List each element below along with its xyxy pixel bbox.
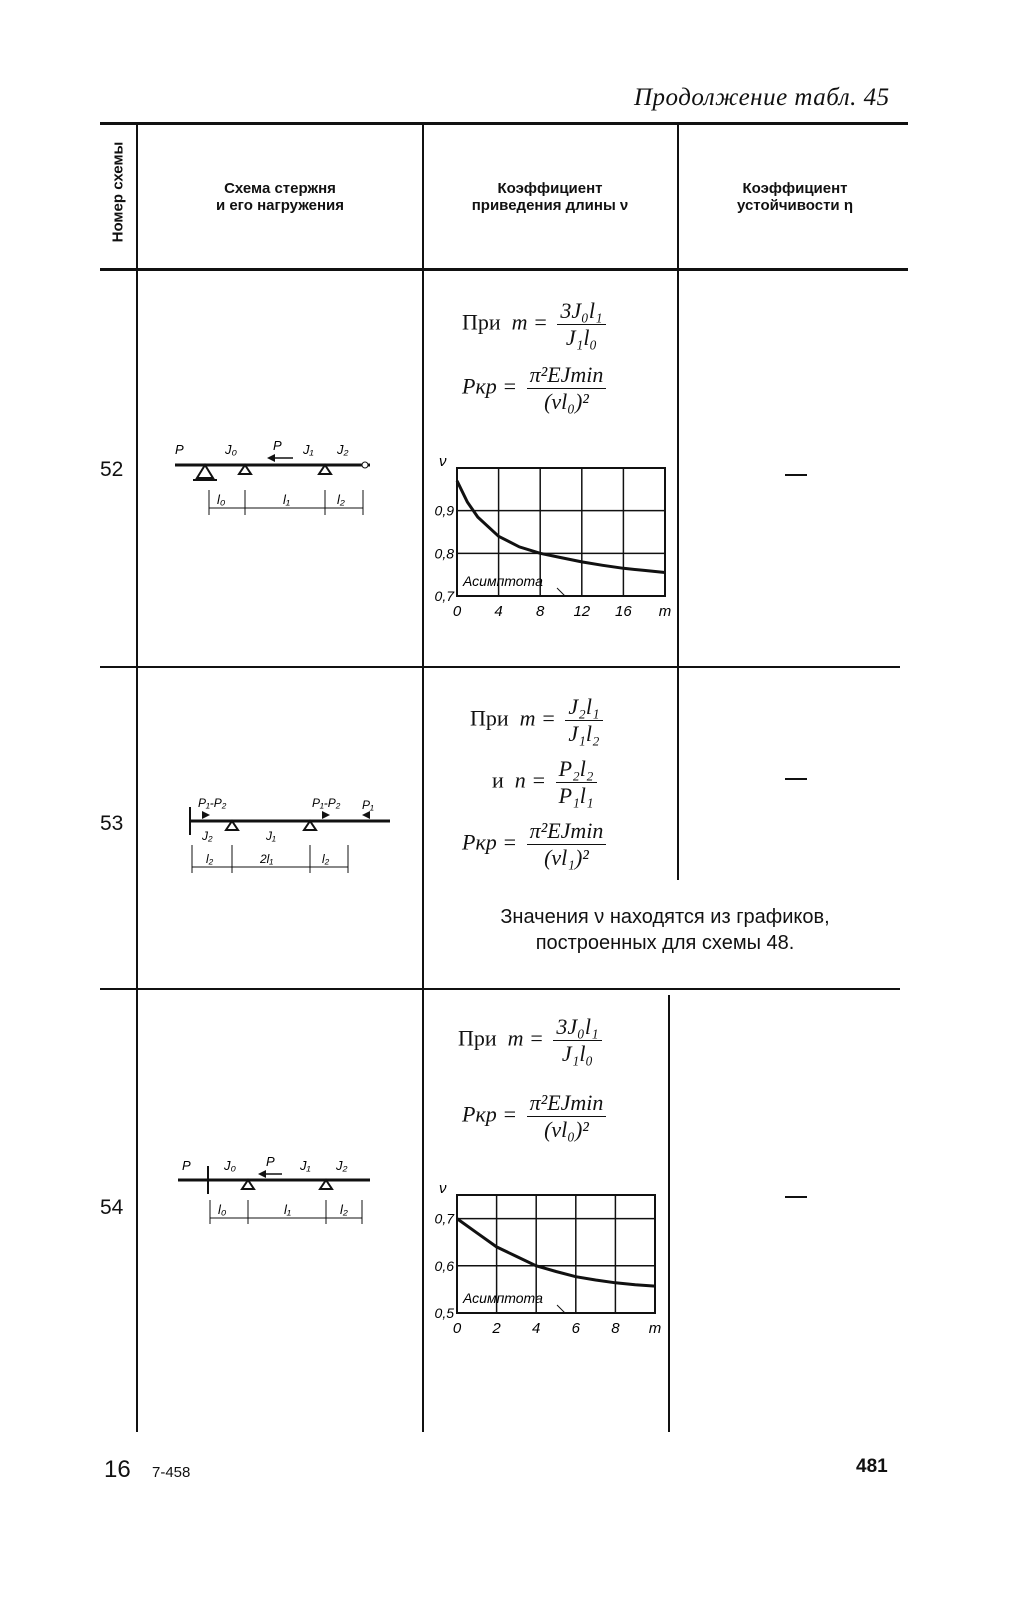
row-number-52: 52 — [100, 458, 124, 481]
diagram-label: J₁ — [300, 1158, 311, 1173]
x-tick-label: 6 — [571, 1320, 580, 1337]
formula-m-54: При m = $\frac{\text{3J₀l₁}}{\text{J₁l₀}}$ — [458, 1014, 606, 1067]
diagram-label: l₂ — [337, 492, 345, 507]
diagram-label: P — [175, 442, 184, 457]
formula-n-53: и n = $\frac{\text{P₂l₂}}{\text{P₁l₁}}$ — [492, 756, 601, 809]
formula-m-52: При m = $\frac{\text{3J₀l₁}}{\text{J₁l₀}}$ — [462, 298, 610, 351]
asymptote-label: Асимптота — [463, 573, 543, 589]
asymptote-label: Асимптота — [463, 1290, 543, 1306]
col-divider-3b — [677, 268, 679, 880]
diagram-label: J₀ — [225, 442, 237, 457]
asymptote-pointer — [557, 588, 565, 596]
beam-diagram-54 — [170, 1150, 380, 1230]
table-continuation-title: Продолжение табл. 45 — [634, 84, 890, 111]
diagram-label: J₀ — [224, 1158, 236, 1173]
x-tick-label: 4 — [532, 1320, 541, 1337]
x-tick-label: 16 — [615, 603, 632, 620]
diagram-label: l₂ — [340, 1202, 348, 1217]
y-tick-label: 0,5 — [434, 1305, 454, 1321]
x-tick-label: 12 — [573, 603, 591, 620]
col-header-nu: Коэффициент приведения длины ν — [471, 180, 629, 214]
y-tick-label: 0,6 — [434, 1257, 454, 1274]
diagram-label: P₁-P₂ — [312, 796, 341, 810]
col-header-number: Номер схемы — [109, 141, 127, 243]
row-rule-53 — [100, 988, 900, 990]
diagram-label: J₁ — [266, 829, 276, 843]
note-53: Значения ν находятся из графиков, построенных для схемы 48. — [500, 906, 830, 954]
diagram-label: J₂ — [336, 1158, 348, 1173]
diagram-label: l₁ — [284, 1202, 291, 1217]
nu-curve — [457, 1219, 655, 1287]
x-tick-label: m — [658, 603, 672, 620]
y-axis-label: ν — [439, 1185, 447, 1197]
y-axis-label: ν — [439, 453, 447, 470]
formula-pkr-54: Pкр = $\frac{\text{π²EJmin}}{\text{(νl₀)²}}$ — [462, 1090, 610, 1143]
diagram-label: P₁-P₂ — [198, 796, 227, 810]
table-top-rule — [100, 122, 908, 125]
eta-value-52 — [785, 474, 807, 476]
diagram-label: J₁ — [303, 442, 314, 457]
row-rule-52 — [100, 666, 900, 668]
formula-m-53: При m = $\frac{\text{J₂l₁}}{\text{J₁l₂}}$ — [470, 694, 607, 747]
nu-chart-52 — [422, 450, 672, 625]
nu-curve — [457, 481, 665, 573]
diagram-label: J₂ — [337, 442, 349, 457]
header-bottom-rule — [100, 268, 908, 271]
y-tick-label: 0,9 — [434, 502, 454, 519]
beam-diagram-52 — [165, 430, 385, 525]
footer-signature-number: 16 — [104, 1456, 131, 1483]
diagram-label: P — [266, 1154, 275, 1169]
col-divider-1 — [136, 122, 138, 1432]
diagram-label: l₂ — [206, 852, 214, 866]
col-header-scheme: Схема стержня и его нагружения — [215, 180, 345, 214]
eta-value-53 — [785, 778, 807, 780]
formula-pkr-52: Pкр = $\frac{\text{π²EJmin}}{\text{(νl₀)²}}$ — [462, 362, 610, 415]
diagram-label: l₂ — [322, 852, 330, 866]
y-tick-label: 0,7 — [434, 588, 454, 604]
eta-value-54 — [785, 1196, 807, 1198]
diagram-label: P — [182, 1158, 191, 1173]
x-tick-label: 8 — [611, 1320, 620, 1337]
diagram-label: l₁ — [283, 492, 290, 507]
x-tick-label: 0 — [452, 1320, 462, 1337]
col-header-eta: Коэффициент устойчивости η — [736, 180, 853, 214]
row-number-53: 53 — [100, 812, 124, 835]
diagram-label: J₂ — [202, 829, 213, 843]
y-tick-label: 0,7 — [434, 1210, 454, 1227]
x-tick-label: 4 — [494, 603, 503, 620]
col-divider-3a — [677, 122, 679, 270]
diagram-label: P₁ — [362, 798, 374, 812]
nu-chart-54 — [422, 1185, 672, 1345]
x-tick-label: m — [648, 1320, 662, 1337]
diagram-label: l₀ — [217, 492, 226, 507]
row-number-54: 54 — [100, 1196, 124, 1219]
footer-code: 7-458 — [152, 1464, 191, 1481]
formula-pkr-53: Pкр = $\frac{\text{π²EJmin}}{\text{(νl₁)²}}$ — [462, 818, 610, 871]
y-tick-label: 0,8 — [434, 545, 454, 562]
page-number: 481 — [856, 1456, 888, 1477]
x-tick-label: 8 — [536, 603, 545, 620]
beam-diagram-53 — [180, 785, 400, 880]
diagram-label: P — [273, 438, 282, 453]
diagram-label: l₀ — [218, 1202, 227, 1217]
x-tick-label: 2 — [492, 1320, 501, 1337]
diagram-label: 2l₁ — [260, 852, 274, 866]
asymptote-pointer — [557, 1305, 565, 1313]
x-tick-label: 0 — [452, 603, 462, 620]
